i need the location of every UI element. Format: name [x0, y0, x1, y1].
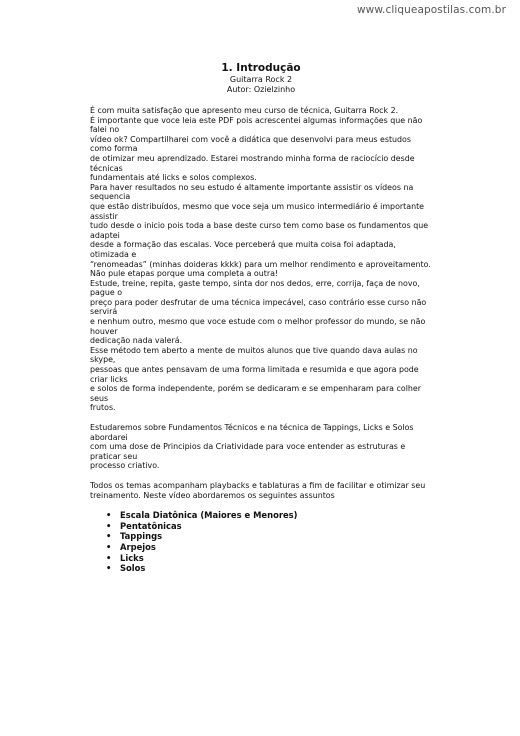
text-line: tudo desde o inicio pois toda a base deste curso tem como base os fundamentos que adaptei [90, 221, 429, 240]
list-item [106, 510, 432, 521]
bullet-icon: • [106, 531, 112, 542]
topic-label: Solos [120, 563, 146, 574]
text-line: “renomeadas” (minhas doideras kkkk) para um melhor rendimento e aproveitamento. [90, 259, 431, 269]
text-line: e solos de forma independente, porém se dedicaram e se empenharam para colher seus [90, 384, 421, 403]
study-topics-paragraph [90, 423, 432, 471]
text-line: Não pule etapas porque uma completa a outra! [90, 269, 279, 279]
text-line: Estudaremos sobre Fundamentos Técnicos e na técnica de Tappings, Licks e Solos abordarei [90, 423, 414, 442]
text-line: treinamento. Neste vídeo abordaremos os seguintes assuntos [90, 490, 335, 500]
list-item [106, 521, 432, 532]
text-line: desde a formação das escalas. Voce perceberá que muita coisa foi adaptada, otimizada e [90, 240, 396, 259]
bullet-icon: • [106, 510, 112, 521]
list-item [106, 542, 432, 553]
topic-label: Escala Diatônica (Maiores e Menores) [120, 510, 298, 521]
bullet-icon: • [106, 520, 112, 531]
text-line: É com muita satisfação que apresento meu curso de técnica, Guitarra Rock 2. [90, 106, 399, 115]
paragraph-gap [90, 471, 432, 481]
text-line: fundamentais até licks e solos complexos. [90, 173, 257, 183]
text-line: Todos os temas acompanham playbacks e tablaturas a fim de facilitar e otimizar seu [90, 480, 426, 490]
topic-label: Arpejos [120, 541, 156, 552]
text-line: que estão distribuídos, mesmo que voce seja um musico intermediário é importante assistir [90, 201, 425, 221]
author-line: Autor: Ozielzinho [226, 84, 296, 94]
text-line: frutos. [90, 403, 116, 413]
text-line: com uma dose de Principios da Criatividade para voce entender as estruturas e praticar seu [90, 442, 406, 461]
page-title: 1. Introdução [221, 62, 301, 74]
text-line: Estude, treine, repita, gaste tempo, sinta dor nos dedos, erre, corrija, faça de novo, pague o [90, 278, 420, 298]
list-item [106, 563, 432, 574]
materials-paragraph [90, 481, 432, 500]
text-line: Para haver resultados no seu estudo é altamente importante assistir os vídeos na sequencia [90, 182, 414, 202]
topic-label: Licks [120, 552, 144, 563]
text-line: pessoas que antes pensavam de uma forma limitada e resumida e que agora pode criar licks [90, 365, 419, 384]
text-line: e nenhum outro, mesmo que voce estude com o melhor professor do mundo, se não houver [90, 317, 426, 336]
site-url: www.cliqueapostilas.com.br [356, 4, 506, 16]
topic-label: Tappings [120, 531, 163, 542]
document-body [90, 62, 432, 574]
text-line: dedicação nada valerá. [90, 336, 183, 346]
topic-list [90, 510, 432, 574]
list-item [106, 531, 432, 542]
text-line: de otimizar meu aprendizado. Estarei mostrando minha forma de raciocício desde técnicas [90, 153, 415, 173]
bullet-icon: • [106, 541, 112, 552]
text-line: É importante que voce leia este PDF pois acrescentei algumas informações que não falei no [90, 115, 423, 135]
course-subtitle: Guitarra Rock 2 [229, 75, 293, 84]
bullet-icon: • [106, 563, 112, 574]
text-line: vídeo ok? Compartilharei com você a didática que desenvolvi para meus estudos como forma [90, 134, 411, 154]
text-line: Esse método tem aberto a mente de muitos alunos que tive quando dava aulas no skype, [90, 345, 418, 365]
text-line: processo criativo. [90, 461, 160, 471]
paragraph-gap [90, 413, 432, 423]
bullet-icon: • [106, 552, 112, 563]
intro-paragraph [90, 106, 432, 413]
title-block [90, 62, 432, 94]
text-line: preço para poder desfrutar de uma técnica impecável, caso contrário esse curso não servirá [90, 297, 427, 317]
list-item [106, 553, 432, 564]
topic-label: Pentatônicas [120, 520, 182, 531]
